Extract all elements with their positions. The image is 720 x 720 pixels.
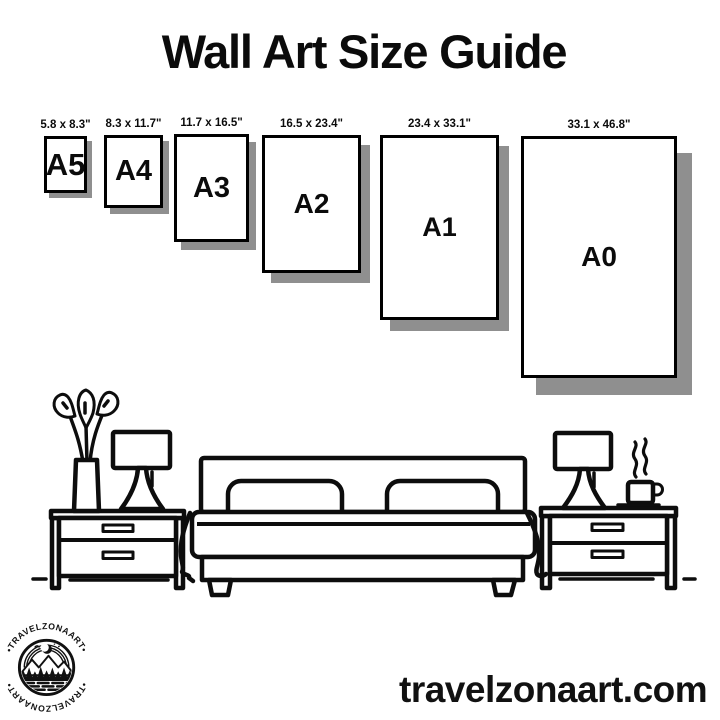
logo-arc-text-top: •TRAVELZONAART•	[3, 621, 90, 654]
bed-icon	[192, 458, 535, 595]
size-label-a0: 33.1 x 46.8"	[567, 119, 631, 131]
size-label-a1: 23.4 x 33.1"	[407, 118, 472, 130]
frame-group-a2	[262, 118, 361, 273]
nightstand-icon	[51, 511, 184, 588]
nightstand-icon	[541, 508, 676, 588]
frame-a4	[104, 135, 163, 208]
page-title: Wall Art Size Guide	[161, 25, 567, 78]
size-label-a2: 16.5 x 23.4"	[279, 118, 344, 130]
frame-group-a1	[380, 118, 499, 320]
size-label-a4: 8.3 x 11.7"	[105, 118, 162, 130]
plant-icon	[54, 390, 118, 511]
frame-letter-a0: A0	[581, 241, 617, 272]
frame-letter-a2: A2	[293, 188, 330, 219]
frame-group-a5	[40, 119, 91, 193]
logo-badge-icon	[0, 617, 97, 714]
frame-a2	[262, 135, 361, 273]
frame-a0	[521, 136, 677, 378]
frame-a5	[44, 136, 87, 193]
size-label-a3: 11.7 x 16.5"	[180, 117, 243, 129]
website-url: travelzonaart.com	[399, 669, 708, 710]
frame-letter-a3: A3	[192, 171, 231, 204]
lamp-icon	[555, 433, 611, 508]
logo-arc-text-bottom: •TRAVELZONAART•	[3, 681, 90, 714]
frame-a3	[174, 134, 249, 242]
frame-letter-a1: A1	[422, 212, 457, 242]
frame-letter-a5: A5	[45, 146, 86, 182]
size-label-a5: 5.8 x 8.3"	[40, 119, 91, 131]
frame-group-a3	[174, 117, 249, 242]
frame-letter-a4: A4	[114, 155, 153, 187]
frame-group-a0	[521, 119, 677, 378]
frame-a1	[380, 135, 499, 320]
lamp-icon	[113, 432, 170, 509]
frame-group-a4	[104, 118, 163, 208]
coffee-cup-icon	[618, 439, 663, 505]
bedroom-illustration	[0, 380, 720, 610]
